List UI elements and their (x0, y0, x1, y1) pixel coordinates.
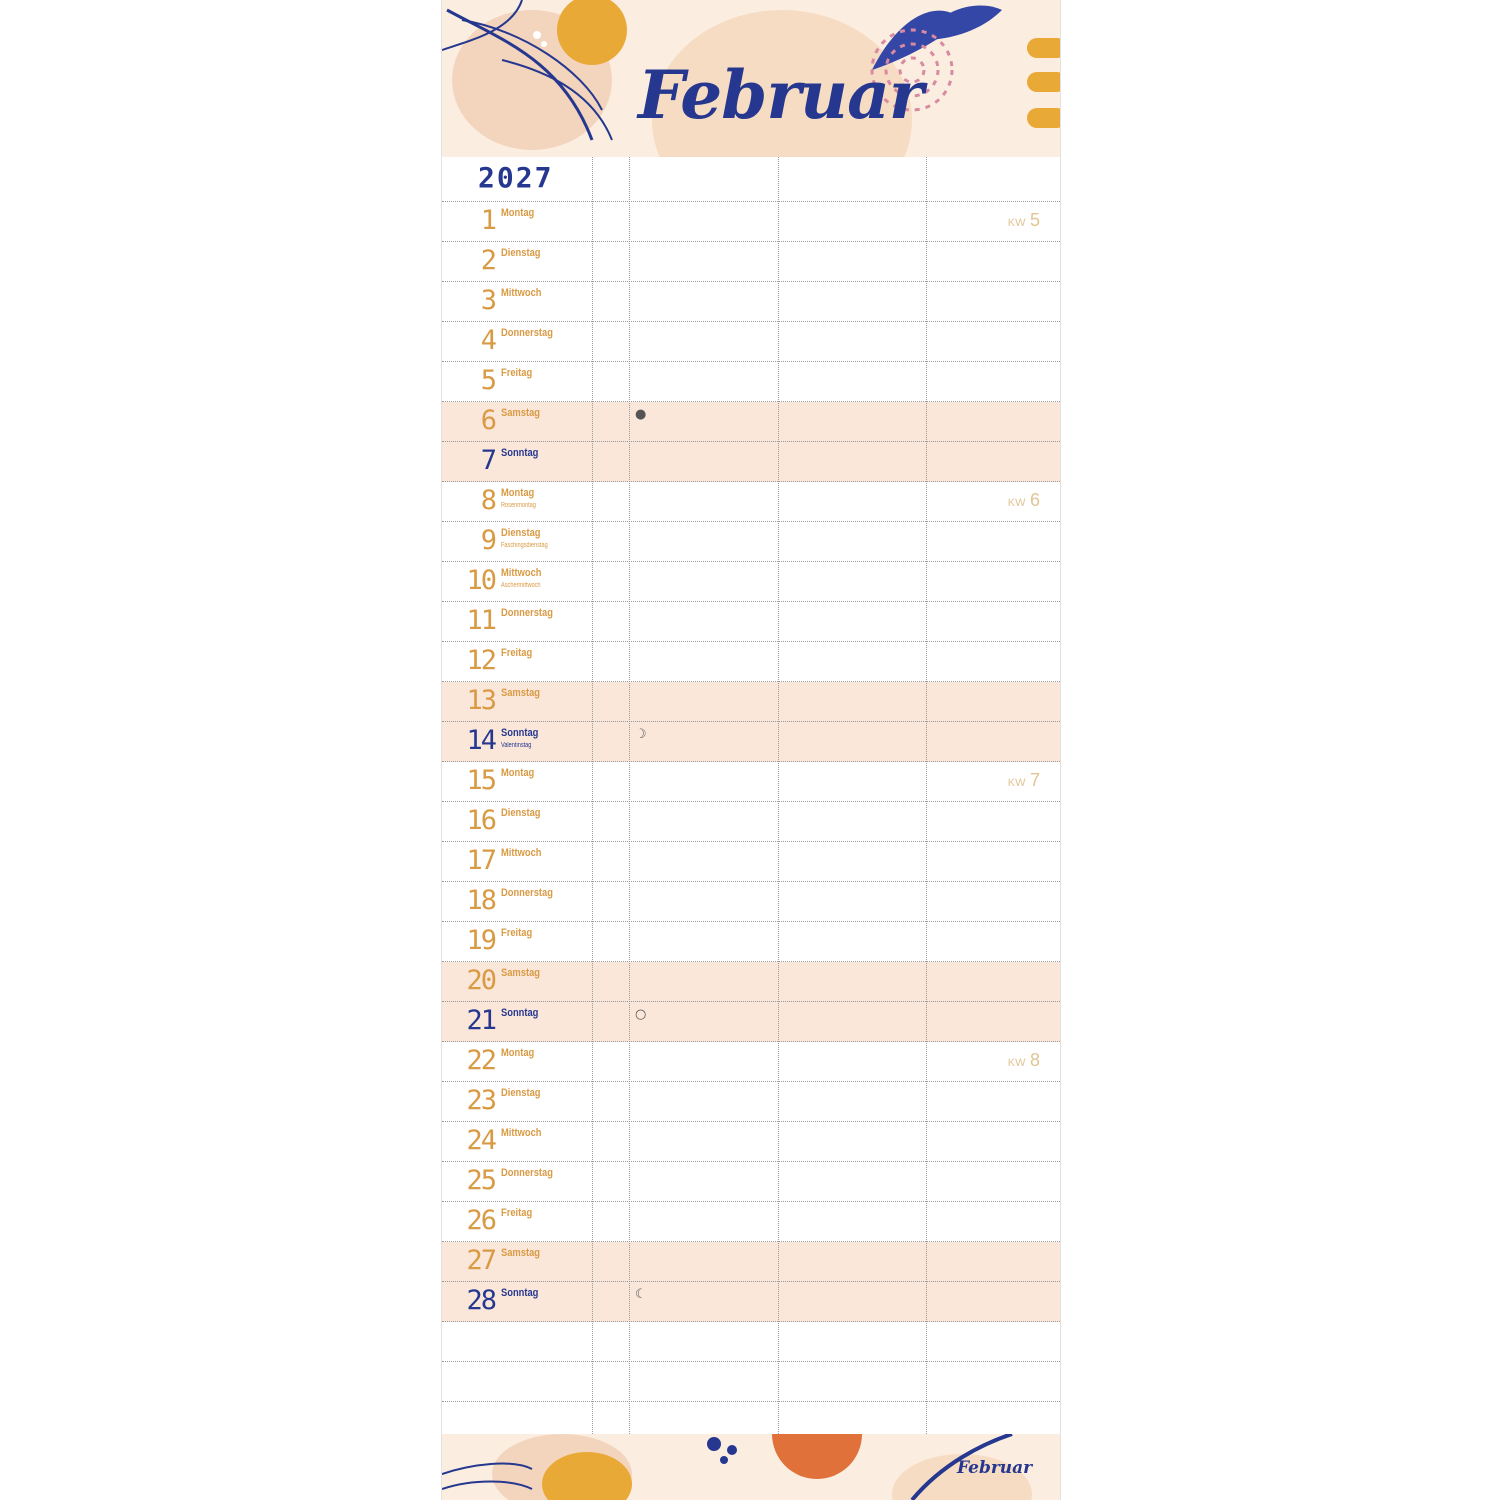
weekday-name: Sonntag (501, 1287, 539, 1299)
weekday-name: Mittwoch (501, 287, 542, 299)
day-number: 1 (480, 205, 495, 236)
day-row (442, 1162, 1060, 1202)
day-row (442, 362, 1060, 402)
calendar-week (1008, 770, 1040, 791)
moon-phase-icon: ☽ (635, 727, 647, 742)
day-row (442, 762, 1060, 802)
weekday-name: Donnerstag (501, 1167, 553, 1179)
moon-phase-icon: ● (635, 407, 647, 422)
day-row (442, 1082, 1060, 1122)
weekday-name: Montag (501, 1047, 535, 1059)
weekday-name: Dienstag (501, 247, 541, 259)
day-row (442, 1282, 1060, 1322)
day-number: 5 (480, 365, 495, 396)
day-number: 19 (466, 925, 495, 956)
weekday-name: Sonntag (501, 447, 539, 459)
calendar-week-label: KW (1007, 777, 1026, 789)
weekday-name: Freitag (501, 927, 533, 939)
day-number: 24 (466, 1125, 495, 1156)
day-row (442, 682, 1060, 722)
day-row (442, 1002, 1060, 1042)
weekday-name: Mittwoch (501, 1127, 542, 1139)
moon-phase-icon: ○ (635, 1007, 647, 1022)
grid-divider (778, 157, 779, 1434)
day-row (442, 522, 1060, 562)
day-row (442, 882, 1060, 922)
day-row (442, 802, 1060, 842)
day-number: 20 (466, 965, 495, 996)
weekday-name: Sonntag (501, 727, 539, 739)
day-row (442, 242, 1060, 282)
header-illustration (442, 0, 1060, 157)
weekday-name: Mittwoch (501, 847, 542, 859)
day-rows (442, 202, 1060, 1442)
day-number: 17 (466, 845, 495, 876)
year-row (442, 157, 1060, 202)
empty-row (442, 1362, 1060, 1402)
day-row (442, 722, 1060, 762)
month-title: Februar (638, 56, 923, 134)
weekday-name: Samstag (501, 687, 540, 699)
day-row (442, 842, 1060, 882)
holiday-label: Rosenmontag (501, 502, 536, 509)
weekday-name: Dienstag (501, 807, 541, 819)
calendar-week-number: 5 (1029, 210, 1040, 230)
weekday-name: Donnerstag (501, 887, 553, 899)
weekday-name: Donnerstag (501, 607, 553, 619)
holiday-label: Aschermittwoch (501, 582, 541, 589)
weekday-name: Samstag (501, 967, 540, 979)
calendar-week-number: 6 (1029, 490, 1040, 510)
day-row (442, 322, 1060, 362)
day-number: 15 (466, 765, 495, 796)
day-number: 25 (466, 1165, 495, 1196)
moon-phase-icon: ☾ (635, 1287, 647, 1302)
day-number: 11 (466, 605, 495, 636)
weekday-name: Freitag (501, 1207, 533, 1219)
weekday-name: Dienstag (501, 527, 541, 539)
day-row (442, 1042, 1060, 1082)
weekday-name: Donnerstag (501, 327, 553, 339)
calendar-week (1008, 210, 1040, 231)
calendar-week-label: KW (1007, 1057, 1026, 1069)
footer-illustration (442, 1434, 1060, 1500)
day-number: 6 (480, 405, 495, 436)
day-number: 10 (466, 565, 495, 596)
weekday-name: Mittwoch (501, 567, 542, 579)
day-number: 14 (466, 725, 495, 756)
calendar-week-number: 7 (1029, 770, 1040, 790)
calendar-week-label: KW (1007, 217, 1026, 229)
weekday-name: Montag (501, 207, 535, 219)
day-number: 22 (466, 1045, 495, 1076)
day-number: 13 (466, 685, 495, 716)
weekday-name: Samstag (501, 407, 540, 419)
day-row (442, 1242, 1060, 1282)
day-row (442, 962, 1060, 1002)
day-row (442, 442, 1060, 482)
calendar-week (1008, 1050, 1040, 1071)
day-row (442, 402, 1060, 442)
calendar-week-number: 8 (1029, 1050, 1040, 1070)
empty-row (442, 1322, 1060, 1362)
day-row (442, 482, 1060, 522)
day-number: 7 (480, 445, 495, 476)
weekday-name: Sonntag (501, 1007, 539, 1019)
day-number: 2 (480, 245, 495, 276)
day-number: 12 (466, 645, 495, 676)
day-row (442, 602, 1060, 642)
day-row (442, 282, 1060, 322)
day-number: 27 (466, 1245, 495, 1276)
day-row (442, 202, 1060, 242)
day-number: 8 (480, 485, 495, 516)
grid-divider (629, 157, 630, 1434)
footer-logo: Februar (957, 1458, 1033, 1478)
day-number: 28 (466, 1285, 495, 1316)
year-label: 2027 (478, 161, 554, 194)
calendar-week-label: KW (1007, 497, 1026, 509)
day-number: 4 (480, 325, 495, 356)
weekday-name: Dienstag (501, 1087, 541, 1099)
day-row (442, 562, 1060, 602)
day-number: 21 (466, 1005, 495, 1036)
weekday-name: Freitag (501, 647, 533, 659)
day-number: 16 (466, 805, 495, 836)
calendar-page (441, 0, 1061, 1500)
weekday-name: Montag (501, 487, 535, 499)
holiday-label: Faschingsdienstag (501, 542, 548, 549)
weekday-name: Montag (501, 767, 535, 779)
day-row (442, 1122, 1060, 1162)
grid-divider (926, 157, 927, 1434)
day-number: 3 (480, 285, 495, 316)
day-number: 23 (466, 1085, 495, 1116)
day-number: 18 (466, 885, 495, 916)
grid-divider (592, 157, 593, 1434)
day-number: 26 (466, 1205, 495, 1236)
weekday-name: Freitag (501, 367, 533, 379)
day-row (442, 642, 1060, 682)
calendar-week (1008, 490, 1040, 511)
day-number: 9 (480, 525, 495, 556)
weekday-name: Samstag (501, 1247, 540, 1259)
day-row (442, 1202, 1060, 1242)
holiday-label: Valentinstag (501, 742, 532, 749)
calendar-grid (442, 157, 1060, 1434)
day-row (442, 922, 1060, 962)
